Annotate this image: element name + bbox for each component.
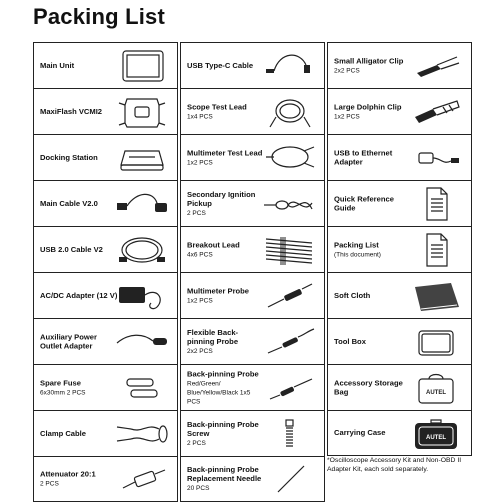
list-item: AC/DC Adapter (12 V) bbox=[33, 272, 178, 318]
list-item: Back-pinning Probe Replacement Needle 20 PCS bbox=[180, 456, 325, 502]
column-3 bbox=[327, 42, 472, 456]
ignition-pickup-icon bbox=[260, 185, 318, 223]
list-item: Spare Fuse 6x30mm 2 PCS bbox=[33, 364, 178, 410]
list-item: Tool Box bbox=[327, 318, 472, 364]
list-item: Docking Station bbox=[33, 134, 178, 180]
list-item: USB 2.0 Cable V2 bbox=[33, 226, 178, 272]
ethernet-adapter-icon bbox=[407, 139, 465, 177]
list-item: Flexible Back-pinning Probe 2x2 PCS bbox=[180, 318, 325, 364]
list-item: Multimeter Probe 1x2 PCS bbox=[180, 272, 325, 318]
vci-device-icon bbox=[113, 93, 171, 131]
item-name: Main Unit bbox=[40, 60, 75, 70]
clamp-cable-icon bbox=[113, 415, 171, 453]
list-item: MaxiFlash VCMI2 bbox=[33, 88, 178, 134]
list-item: Breakout Lead 4x6 PCS bbox=[180, 226, 325, 272]
probe-screw-icon bbox=[260, 415, 318, 453]
list-item: Large Dolphin Clip 1x2 PCS bbox=[327, 88, 472, 134]
list-item: Packing List (This document) bbox=[327, 226, 472, 272]
usb-c-cable-icon bbox=[260, 47, 318, 85]
footnote: *Oscilloscope Accessory Kit and Non-OBD II Adapter Kit, each sold separately. bbox=[327, 457, 462, 473]
cloth-icon bbox=[407, 277, 465, 315]
page-title: Packing List bbox=[33, 4, 165, 29]
list-item: Accessory Storage Bag AUTEL bbox=[327, 364, 472, 410]
list-item bbox=[33, 42, 178, 88]
storage-bag-icon bbox=[407, 369, 465, 407]
brand-label: AUTEL bbox=[426, 435, 446, 441]
list-item: Carrying Case AUTEL bbox=[327, 410, 472, 456]
pin-probe-icon bbox=[260, 369, 318, 407]
fuse-icon bbox=[113, 369, 171, 407]
tool-box-icon bbox=[407, 323, 465, 361]
list-item: Secondary Ignition Pickup 2 PCS bbox=[180, 180, 325, 226]
multimeter-lead-icon bbox=[260, 139, 318, 177]
list-item: Main Cable V2.0 bbox=[33, 180, 178, 226]
list-item: USB Type-C Cable bbox=[180, 42, 325, 88]
dolphin-clip-icon bbox=[407, 93, 465, 131]
power-adapter-icon bbox=[113, 277, 171, 315]
needle-icon bbox=[260, 460, 318, 498]
brand-label: AUTEL bbox=[426, 389, 446, 396]
list-item: Scope Test Lead 1x4 PCS bbox=[180, 88, 325, 134]
list-item: Back-pinning Probe Screw 2 PCS bbox=[180, 410, 325, 456]
scope-lead-icon bbox=[260, 93, 318, 131]
usb-cable-icon bbox=[113, 231, 171, 269]
list-item: Clamp Cable bbox=[33, 410, 178, 456]
attenuator-icon bbox=[113, 460, 171, 498]
list-item: Small Alligator Clip 2x2 PCS bbox=[327, 42, 472, 88]
dock-icon bbox=[113, 139, 171, 177]
cigarette-adapter-icon bbox=[113, 323, 171, 361]
list-item: Multimeter Test Lead 1x2 PCS bbox=[180, 134, 325, 180]
obd-cable-icon bbox=[113, 185, 171, 223]
list-item: Quick Reference Guide bbox=[327, 180, 472, 226]
probe-icon bbox=[260, 277, 318, 315]
column-2 bbox=[180, 42, 325, 502]
small-alligator-clip-icon bbox=[407, 47, 465, 85]
breakout-lead-icon bbox=[260, 231, 318, 269]
list-item: Back-pinning Probe Red/Green/ Blue/Yellow/Black 1x5 PCS bbox=[180, 364, 325, 410]
column-1 bbox=[33, 42, 178, 502]
list-item: Soft Cloth bbox=[327, 272, 472, 318]
document-icon bbox=[407, 231, 465, 269]
list-item: USB to Ethernet Adapter bbox=[327, 134, 472, 180]
tablet-icon bbox=[113, 47, 171, 85]
list-item: Attenuator 20:1 2 PCS bbox=[33, 456, 178, 502]
carrying-case-icon bbox=[407, 414, 465, 452]
document-icon bbox=[407, 185, 465, 223]
list-item: Auxiliary Power Outlet Adapter bbox=[33, 318, 178, 364]
flex-probe-icon bbox=[260, 323, 318, 361]
